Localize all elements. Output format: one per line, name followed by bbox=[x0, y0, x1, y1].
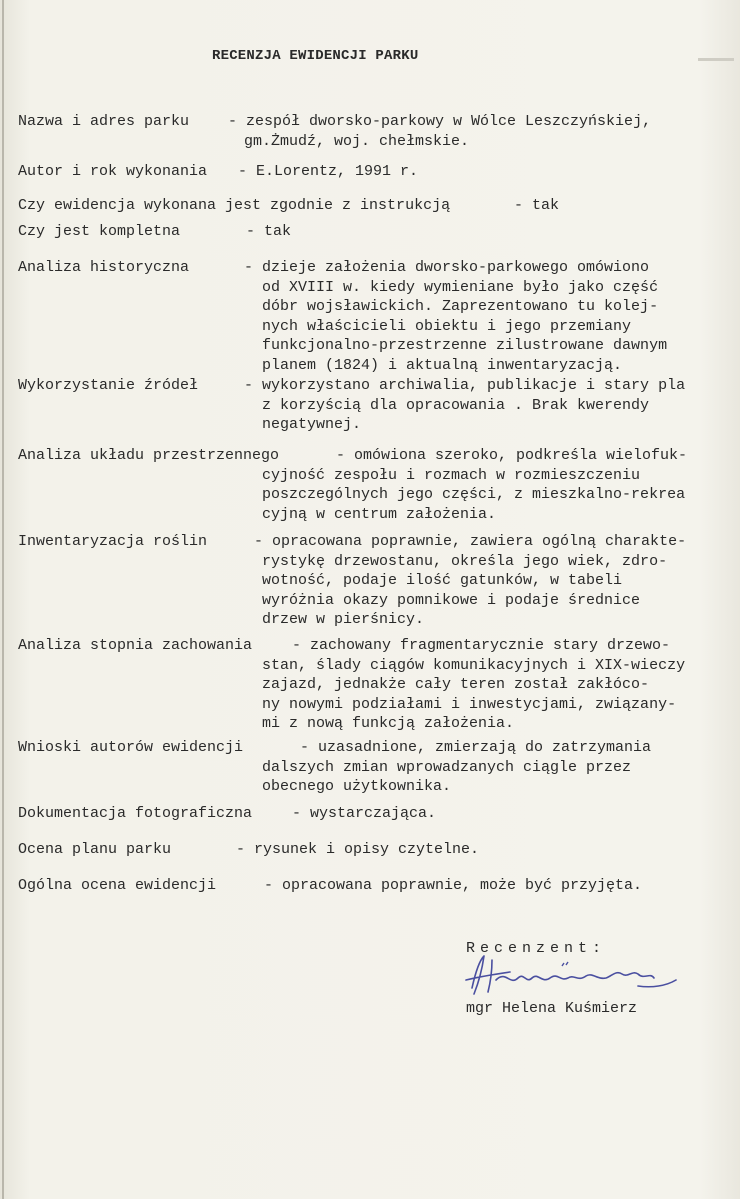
entry-dash: - bbox=[514, 197, 524, 214]
entry-value-line: tak bbox=[264, 223, 292, 240]
entry-value-line: mi z nową funkcją założenia. bbox=[262, 715, 515, 732]
entry-value-line: rysunek i opisy czytelne. bbox=[254, 841, 480, 858]
entry-dash: - bbox=[292, 805, 302, 822]
entry-value-line: wykorzystano archiwalia, publikacje i stary pla bbox=[262, 377, 686, 394]
entry-value-line: opracowana poprawnie, zawiera ogólną charakte- bbox=[272, 533, 687, 550]
entry-value-line: dalszych zmian wprowadzanych ciągle przez bbox=[262, 758, 632, 776]
reviewer-name: mgr Helena Kuśmierz bbox=[466, 1000, 638, 1017]
entry-value-line: z korzyścią dla opracowania . Brak kwerendy bbox=[262, 396, 650, 414]
entry-value-line: rystykę drzewostanu, określa jego wiek, zdro- bbox=[262, 552, 668, 570]
entry-value-line: E.Lorentz, 1991 r. bbox=[256, 163, 419, 180]
entry-value-line: planem (1824) i aktualną inwentaryzacją. bbox=[262, 356, 623, 374]
entry-label: Wnioski autorów ewidencji bbox=[18, 739, 244, 756]
entry-value-line: uzasadnione, zmierzają do zatrzymania bbox=[318, 739, 652, 756]
entry-value-line: wystarczająca. bbox=[310, 805, 437, 822]
entry-dash: - bbox=[292, 637, 302, 654]
entry-dash: - bbox=[300, 739, 310, 756]
entry-value-line: od XVIII w. kiedy wymieniane było jako część bbox=[262, 278, 659, 296]
entry-value-line: tak bbox=[532, 197, 560, 214]
entry-value-line: dóbr wojsławickich. Zaprezentowano tu kolej- bbox=[262, 298, 659, 315]
document-title: RECENZJA EWIDENCJI PARKU bbox=[212, 48, 419, 64]
paper-smudge bbox=[698, 58, 734, 61]
entry-dash: - bbox=[244, 259, 254, 276]
entry-value-line: opracowana poprawnie, może być przyjęta. bbox=[282, 877, 643, 894]
entry-dash: - bbox=[228, 113, 238, 130]
entry-value-line: dzieje założenia dworsko-parkowego omówiono bbox=[262, 259, 650, 276]
entry-dash: - bbox=[238, 163, 248, 180]
paper-edge-line bbox=[2, 0, 4, 1199]
entry-label: Analiza stopnia zachowania bbox=[18, 637, 253, 654]
entry-value-line: nych właścicieli obiektu i jego przemiany bbox=[262, 317, 632, 335]
entry-value-line: wotność, podaje ilość gatunków, w tabeli bbox=[262, 572, 623, 589]
entry-value-line: negatywnej. bbox=[262, 416, 362, 433]
entry-value-line: drzew w pierśnicy. bbox=[262, 611, 425, 628]
entry-value-line: zajazd, jednakże cały teren został zakłóco- bbox=[262, 676, 650, 693]
entry-value-line: wyróżnia okazy pomnikowe i podaje średnice bbox=[262, 591, 641, 609]
entry-label: Dokumentacja fotograficzna bbox=[18, 805, 253, 822]
entry-dash: - bbox=[246, 223, 256, 240]
entry-dash: - bbox=[236, 841, 246, 858]
entry-dash: - bbox=[244, 377, 254, 394]
entry-label: Ocena planu parku bbox=[18, 841, 172, 858]
entry-value-line: poszczególnych jego części, z mieszkalno-rekrea bbox=[262, 486, 686, 503]
entry-value-line: cyjność zespołu i rozmach w rozmieszczeniu bbox=[262, 466, 641, 484]
entry-value-line: obecnego użytkownika. bbox=[262, 778, 452, 795]
entry-value-line: zespół dworsko-parkowy w Wólce Leszczyńskiej, bbox=[246, 113, 652, 130]
entry-label: Analiza układu przestrzennego bbox=[18, 447, 280, 464]
entry-dash: - bbox=[254, 533, 264, 550]
entry-value-line: gm.Żmudź, woj. chełmskie. bbox=[244, 132, 470, 150]
entry-label: Nazwa i adres parku bbox=[18, 113, 190, 130]
reviewer-signature bbox=[462, 950, 682, 1002]
entry-value-line: funkcjonalno-przestrzenne zilustrowane dawnym bbox=[262, 337, 668, 354]
entry-label: Czy jest kompletna bbox=[18, 223, 181, 240]
entry-label: Autor i rok wykonania bbox=[18, 163, 208, 180]
entry-label: Ogólna ocena ewidencji bbox=[18, 877, 217, 894]
entry-dash: - bbox=[264, 877, 274, 894]
entry-value-line: cyjną w centrum założenia. bbox=[262, 505, 497, 523]
entry-value-line: zachowany fragmentarycznie stary drzewo- bbox=[310, 637, 671, 654]
entry-label: Inwentaryzacja roślin bbox=[18, 533, 208, 550]
entry-label: Analiza historyczna bbox=[18, 259, 190, 276]
entry-label: Czy ewidencja wykonana jest zgodnie z instrukcją bbox=[18, 197, 451, 214]
reviewer-label: Recenzent: bbox=[466, 940, 607, 957]
entry-value-line: ny nowymi podziałami i inwestycjami, związany- bbox=[262, 695, 677, 713]
entry-dash: - bbox=[336, 447, 346, 464]
entry-label: Wykorzystanie źródeł bbox=[18, 377, 199, 394]
entry-value-line: omówiona szeroko, podkreśla wielofuk- bbox=[354, 447, 688, 464]
entry-value-line: stan, ślady ciągów komunikacyjnych i XIX-wieczy bbox=[262, 656, 686, 674]
